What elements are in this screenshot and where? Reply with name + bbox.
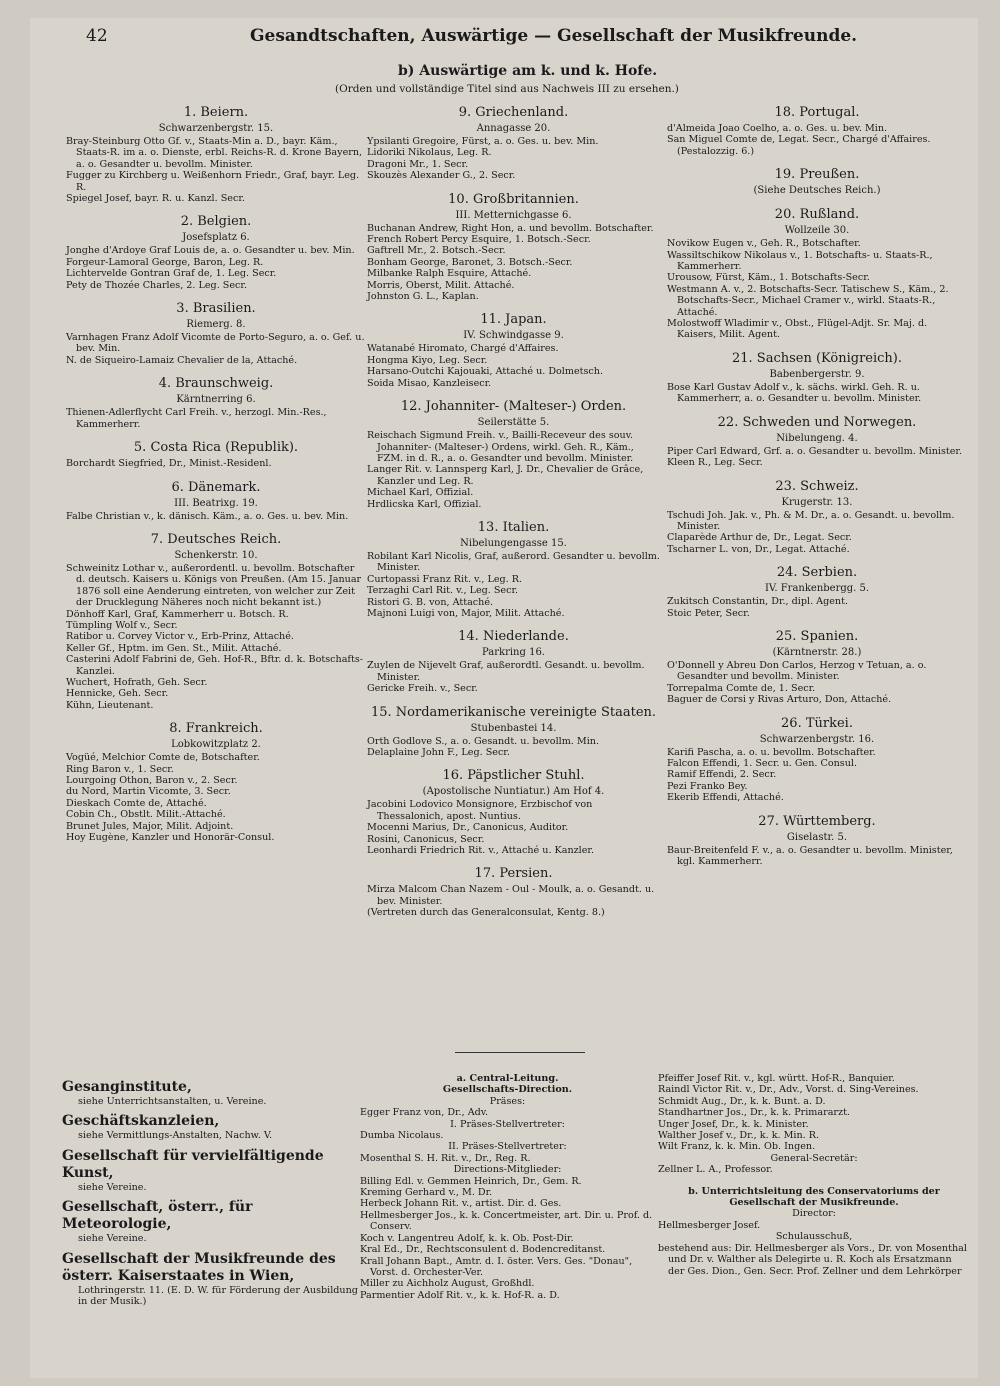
legation-section <box>667 565 967 619</box>
legation-member: Leonhardi Friedrich Rit. v., Attaché u. Kanzler. <box>367 845 595 857</box>
legation-title: 23. Schweiz. <box>775 478 859 494</box>
member-line: Schmidt Aug., Dr., k. k. Bunt. a. D. <box>658 1095 826 1107</box>
legation-address: Lobkowitzplatz 2. <box>171 739 261 751</box>
legation-member: Bray-Steinburg Otto Gf. v., Staats-Min a. D., bayr. Käm., Staats-R. im a. o. Dienste, erbl. Reichs-R. d. Krone Bayern, a. o. Gesandter u. bevollm. Minister. <box>66 136 363 170</box>
index-reference: siehe Vereine. <box>78 1181 147 1193</box>
legation-title: 5. Costa Rica (Republik). <box>133 440 299 456</box>
legation-address: IV. Frankenbergg. 5. <box>764 583 870 595</box>
bottom-right <box>658 1073 970 1277</box>
legation-member: Rosini, Canonicus, Secr. <box>367 833 485 845</box>
section-subtitle: b) Auswärtige am k. und k. Hofe. <box>398 63 658 79</box>
member-line: Egger Franz von, Dr., Adv. <box>360 1107 489 1119</box>
legation-member: Torrepalma Comte de, 1. Secr. <box>667 682 816 694</box>
legation-address: (Apostolische Nuntiatur.) Am Hof 4. <box>422 786 605 798</box>
legation-member: Majnoni Luigi von, Major, Milit. Attaché. <box>367 607 565 619</box>
page-number: 42 <box>86 26 108 46</box>
index-reference: siehe Unterrichtsanstalten, u. Vereine. <box>78 1096 267 1107</box>
legation-member: Pezi Franko Bey. <box>667 780 748 792</box>
section-b: b. Unterrichtsleitung des Conservatoriums der Gesellschaft der Musikfreunde. <box>688 1185 940 1209</box>
legation-member: Thienen-Adlerflycht Carl Freih. v., herzogl. Min.-Res., Kammerherr. <box>66 407 327 430</box>
legation-member: du Nord, Martin Vicomte, 3. Secr. <box>66 786 231 798</box>
legation-section <box>367 520 660 619</box>
legation-member: Ristori G. B. von, Attaché. <box>367 596 494 608</box>
legation-title: 25. Spanien. <box>775 628 859 644</box>
legation-section <box>667 207 967 341</box>
legation-member: Lidoriki Nikolaus, Leg. R. <box>367 147 492 159</box>
legation-member: Zuylen de Nijevelt Graf, außerordtl. Gesandt. u. bevollm. Minister. <box>367 660 645 683</box>
legation-section <box>367 399 660 510</box>
legation-address: Babenbergerstr. 9. <box>769 368 865 380</box>
legation-member: Hrdlicska Karl, Offizial. <box>367 498 482 510</box>
legation-member: Dönhoff Karl, Graf, Kammerherr u. Botsch. R. <box>66 608 289 620</box>
legation-address: Annagasse 20. <box>476 123 551 134</box>
legation-member: Schweinitz Lothar v., außerordentl. u. bevollm. Botschafter d. deutsch. Kaisers u. Königs von Preußen. (Am 15. Januar 1876 soll eine Aenderung eintreten, von welcher zur Zeit der Drucklegung Näheres noch nicht bekannt ist.) <box>66 562 362 609</box>
legation-address: Nibelungeng. 4. <box>776 432 858 444</box>
legation-address: Parkring 16. <box>482 647 545 659</box>
member-line: Walther Josef v., Dr., k. k. Min. R. <box>658 1130 820 1142</box>
legation-member: Curtopassi Franz Rit. v., Leg. R. <box>367 573 523 585</box>
legation-member: Ypsilanti Gregoire, Fürst, a. o. Ges. u. bev. Min. <box>367 136 599 147</box>
member-line: Miller zu Aichholz August, Großhdl. <box>360 1278 535 1290</box>
legation-member: Hoy Eugène, Kanzler und Honorär-Consul. <box>66 832 275 844</box>
legation-section <box>367 312 660 389</box>
legation-member: Westmann A. v., 2. Botschafts-Secr. Tatischew S., Käm., 2. Botschafts-Secr., Michael Cramer v., wirkl. Staats-R., Attaché. <box>667 283 949 318</box>
secretary: Zellner L. A., Professor. <box>658 1164 773 1176</box>
legation-member: Morris, Oberst, Milit. Attaché. <box>367 279 515 291</box>
legation-member: Hennicke, Geh. Secr. <box>66 688 169 700</box>
legation-member: Ramif Effendi, 2. Secr. <box>667 769 777 781</box>
legation-address: Seilerstätte 5. <box>477 417 550 429</box>
legation-address: Schwarzenbergstr. 15. <box>158 123 274 134</box>
legation-member: Robilant Karl Nicolis, Graf, außerord. Gesandter u. bevollm. Minister. <box>367 550 660 574</box>
legation-section <box>66 301 366 366</box>
legation-address: Stubenbastei 14. <box>470 722 557 734</box>
legation-member: Hongma Kiyo, Leg. Secr. <box>367 354 488 366</box>
legation-section <box>667 716 967 804</box>
column-1 <box>66 103 366 853</box>
legation-member: Falbe Christian v., k. dänisch. Käm., a. o. Ges. u. bev. Min. <box>66 510 349 522</box>
legation-member: Gericke Freih. v., Secr. <box>367 683 478 695</box>
legation-address: Giselastr. 5. <box>786 831 848 843</box>
legation-address: Josefsplatz 6. <box>182 232 250 244</box>
legation-section <box>66 532 366 711</box>
legation-member: Vogüé, Melchior Comte de, Botschafter. <box>66 752 260 764</box>
legation-member: Terzaghi Carl Rit. v., Leg. Secr. <box>367 585 519 597</box>
legation-section <box>367 192 660 303</box>
legation-title: 19. Preußen. <box>774 167 860 183</box>
legation-member: Cobin Ch., Obstlt. Milit.-Attaché. <box>66 809 226 821</box>
legation-section <box>66 105 366 204</box>
legation-member: Gaftrell Mr., 2. Botsch.-Secr. <box>367 245 506 257</box>
member-line: Kreming Gerhard v., M. Dr. <box>360 1187 493 1199</box>
member-line: Koch v. Langentreu Adolf, k. k. Ob. Post-Dir. <box>360 1232 574 1244</box>
legation-section <box>66 721 366 843</box>
legation-member: Bose Karl Gustav Adolf v., k. sächs. wirkl. Geh. R. u. Kammerherr, a. o. Gesandter u. bevollm. Minister. <box>667 381 922 405</box>
legation-member: Tschudi Joh. Jak. v., Ph. & M. Dr., a. o. Gesandt. u. bevollm. Minister. <box>667 509 955 532</box>
legation-section <box>367 866 660 918</box>
legation-member: Mocenni Marius, Dr., Canonicus, Auditor. <box>367 822 569 834</box>
legation-member: Jacobini Lodovico Monsignore, Erzbischof von Thessalonich, apost. Nuntius. <box>367 799 593 822</box>
legation-section <box>667 479 967 556</box>
index-heading: Gesanginstitute, <box>62 1079 192 1095</box>
legation-title: 9. Griechenland. <box>458 105 569 120</box>
legation-section <box>667 629 967 706</box>
legation-member: Novikow Eugen v., Geh. R., Botschafter. <box>667 238 861 250</box>
member-line: Wilt Franz, k. k. Min. Ob. Ingen. <box>658 1141 816 1153</box>
legation-member: Lourgoing Othon, Baron v., 2. Secr. <box>66 775 238 786</box>
legation-address: Nibelungengasse 15. <box>460 537 567 549</box>
legation-section <box>367 705 660 759</box>
legation-member: Bonham George, Baronet, 3. Botsch.-Secr. <box>367 256 573 268</box>
member-line: Herbeck Johann Rit. v., artist. Dir. d. Ges. <box>360 1198 562 1210</box>
legation-title: 17. Persien. <box>474 866 553 882</box>
legation-member: Jonghe d'Ardoye Graf Louis de, a. o. Gesandter u. bev. Min. <box>66 245 355 257</box>
legation-member: (Vertreten durch das Generalconsulat, Kentg. 8.) <box>367 907 605 919</box>
legation-title: 11. Japan. <box>480 312 547 328</box>
legation-member: San Miguel Comte de, Legat. Secr., Chargé d'Affaires. (Pestalozzig. 6.) <box>667 134 931 157</box>
legation-member: Forgeur-Lamoral George, Baron, Leg. R. <box>66 256 264 268</box>
legation-member: Baur-Breitenfeld F. v., a. o. Gesandter u. bevollm. Minister, kgl. Kammerherr. <box>667 844 953 867</box>
legation-address: Schwarzenbergstr. 16. <box>759 733 875 745</box>
legation-member: Skouzès Alexander G., 2. Secr. <box>367 170 516 182</box>
page-header: Gesandtschaften, Auswärtige — Gesellschaft der Musikfreunde. <box>250 26 858 46</box>
role-heading: I. Präses-Stellvertreter: <box>450 1118 565 1130</box>
legation-title: 10. Großbritannien. <box>448 191 579 207</box>
legation-section <box>367 105 660 182</box>
legation-member: O'Donnell y Abreu Don Carlos, Herzog v Tetuan, a. o. Gesandter und bevollm. Minister. <box>667 659 927 683</box>
legation-member: Molostwoff Wladimir v., Obst., Flügel-Adjt. Sr. Maj. d. Kaisers, Milit. Agent. <box>667 318 928 341</box>
legation-address: III. Beatrixg. 19. <box>174 497 258 509</box>
bottom-middle <box>360 1073 655 1301</box>
right-lines <box>658 1073 970 1153</box>
legation-member: Ekerib Effendi, Attaché. <box>667 792 784 804</box>
legation-member: Borchardt Siegfried, Dr., Minist.-Residenl. <box>66 458 272 470</box>
legation-title: 22. Schweden und Norwegen. <box>717 414 917 430</box>
member-line: Raindl Victor Rit. v., Dr., Adv., Vorst. d. Sing-Vereines. <box>658 1084 919 1096</box>
legation-member: Brunet Jules, Major, Milit. Adjoint. <box>66 820 234 832</box>
legation-address: Wollzeile 30. <box>784 225 850 237</box>
member-line: Billing Edl. v. Gemmen Heinrich, Dr., Gem. R. <box>360 1175 582 1187</box>
legation-member: Urousow, Fürst, Käm., 1. Botschafts-Secr. <box>667 272 870 284</box>
legation-member: Casterini Adolf Fabrini de, Geh. Hof-R., Bftr. d. k. Botschafts-Kanzlei. <box>66 654 363 677</box>
secretary-title: General-Secretär: <box>770 1152 858 1164</box>
column-2 <box>367 103 660 929</box>
index-heading: Gesellschaft der Musikfreunde des österr. Kaiserstaates in Wien, <box>62 1250 336 1284</box>
central-subtitle: Gesellschafts-Direction. <box>442 1084 573 1096</box>
legation-member: Karifi Pascha, a. o. u. bevollm. Botschafter. <box>667 746 876 758</box>
legation-member: Dieskach Comte de, Attaché. <box>66 797 207 809</box>
legation-member: Langer Rit. v. Lannsperg Karl, J. Dr., Chevalier de Grâce, Kanzler und Leg. R. <box>367 464 644 487</box>
index-reference: siehe Vermittlungs-Anstalten, Nachw. V. <box>78 1130 273 1142</box>
role-heading: Präses: <box>489 1095 526 1107</box>
legation-member: Zukitsch Constantin, Dr., dipl. Agent. <box>667 596 849 608</box>
legation-member: French Robert Percy Esquire, 1. Botsch.-Secr. <box>367 234 591 246</box>
legation-section <box>667 814 967 868</box>
director-title: Director: <box>792 1208 836 1220</box>
legation-section <box>66 480 366 522</box>
member-line: Standhartner Jos., Dr., k. k. Primararzt. <box>658 1107 850 1119</box>
legation-title: 24. Serbien. <box>776 565 858 581</box>
legation-address: III. Metternichgasse 6. <box>455 209 572 221</box>
legation-address: Riemerg. 8. <box>186 319 246 331</box>
section-note: (Orden und vollständige Titel sind aus Nachweis III zu ersehen.) <box>335 83 679 95</box>
member-line: Parmentier Adolf Rit. v., k. k. Hof-R. a. D. <box>360 1289 560 1301</box>
index-reference: siehe Vereine. <box>78 1233 147 1245</box>
legation-title: 21. Sachsen (Königreich). <box>731 350 903 366</box>
legation-member: Harsano-Outchi Kajouaki, Attaché u. Dolmetsch. <box>367 366 604 378</box>
role-heading: Directions-Mitglieder: <box>453 1164 562 1176</box>
role-heading: II. Präses-Stellvertreter: <box>448 1141 567 1153</box>
legation-title: 4. Braunschweig. <box>158 376 274 392</box>
legation-title: 20. Rußland. <box>774 207 860 223</box>
legation-member: Mirza Malcom Chan Nazem - Oul - Moulk, a. o. Gesandt. u. bev. Minister. <box>367 884 655 907</box>
legation-member: Piper Carl Edward, Grf. a. o. Gesandter u. bevollm. Minister. <box>667 445 963 457</box>
legation-title: 15. Nordamerikanische vereinigte Staaten. <box>370 704 657 720</box>
legation-member: Pety de Thozée Charles, 2. Leg. Secr. <box>66 279 247 291</box>
legation-member: Kleen R., Leg. Secr. <box>667 457 763 469</box>
legation-section <box>667 105 967 157</box>
legation-section <box>667 167 967 197</box>
legation-title: 2. Belgien. <box>180 214 252 230</box>
index-heading: Geschäftskanzleien, <box>62 1113 220 1130</box>
committee-title: Schulausschuß, <box>775 1231 853 1243</box>
legation-address: Krugerstr. 13. <box>781 496 853 508</box>
legation-member: d'Almeida Joao Coelho, a. o. Ges. u. bev. Min. <box>667 123 888 134</box>
legation-section <box>667 351 967 405</box>
member-line: Krall Johann Bapt., Amtr. d. I. öster. Vers. Ges. "Donau", Vorst. d. Orchester-Ver. <box>360 1255 633 1278</box>
legation-title: 12. Johanniter- (Malteser-) Orden. <box>400 399 627 415</box>
legation-title: 27. Württemberg. <box>758 813 876 829</box>
legation-member: Delaplaine John F., Leg. Secr. <box>367 747 510 758</box>
legation-member: Keller Gf., Hptm. im Gen. St., Milit. Attaché. <box>66 642 282 654</box>
legation-member: Fugger zu Kirchberg u. Weißenhorn Friedr., Graf, bayr. Leg. R. <box>66 170 360 193</box>
legation-member: Soida Misao, Kanzleisecr. <box>367 377 492 389</box>
legation-member: Falcon Effendi, 1. Secr. u. Gen. Consul. <box>667 757 858 769</box>
member-line: Dumba Nicolaus. <box>360 1130 444 1142</box>
legation-member: Ratibor u. Corvey Victor v., Erb-Prinz, Attaché. <box>66 631 294 643</box>
legation-member: Orth Godlove S., a. o. Gesandt. u. bevollm. Min. <box>367 735 600 747</box>
legation-title: 14. Niederlande. <box>458 629 569 645</box>
legation-title: 8. Frankreich. <box>169 721 263 737</box>
legation-title: 16. Päpstlicher Stuhl. <box>442 768 585 784</box>
member-line: Unger Josef, Dr., k. k. Minister. <box>658 1118 809 1130</box>
central-lines <box>360 1096 655 1301</box>
member-line: Hellmesberger Jos., k. k. Concertmeister, art. Dir. u. Prof. d. Conserv. <box>360 1209 653 1233</box>
legation-member: Varnhagen Franz Adolf Vicomte de Porto-Seguro, a. o. Gef. u. bev. Min. <box>66 332 365 355</box>
legation-member: Ring Baron v., 1. Secr. <box>66 763 174 775</box>
legation-member: Kühn, Lieutenant. <box>66 699 154 711</box>
central-title: a. Central-Leitung. <box>456 1073 559 1084</box>
member-line: Mosenthal S. H. Rit. v., Dr., Reg. R. <box>360 1152 531 1164</box>
legation-section <box>367 768 660 856</box>
legation-title: 3. Brasilien. <box>176 301 256 317</box>
legation-member: Tümpling Wolf v., Secr. <box>66 619 178 631</box>
legation-member: Reischach Sigmund Freih. v., Bailli-Receveur des souv. Johanniter- (Malteser-) Ordens, wirkl. Geh. R., Käm., FZM. in d. R., a. o. Gesandter und bevollm. Minister. <box>367 430 634 464</box>
legation-section <box>66 376 366 430</box>
bottom-left-index <box>62 1073 362 1311</box>
member-line: Kral Ed., Dr., Rechtsconsulent d. Bodencreditanst. <box>360 1244 606 1256</box>
column-3 <box>667 103 967 877</box>
legation-title: 18. Portugal. <box>774 105 860 120</box>
legation-title: 6. Dänemark. <box>171 479 261 495</box>
legation-member: N. de Siqueiro-Lamaiz Chevalier de la, Attaché. <box>66 354 298 366</box>
legation-title: 1. Beiern. <box>183 105 249 120</box>
legation-address: (Kärntnerstr. 28.) <box>772 646 862 658</box>
legation-member: Claparède Arthur de, Dr., Legat. Secr. <box>667 532 852 544</box>
director: Hellmesberger Josef. <box>658 1219 761 1231</box>
legation-section <box>66 214 366 291</box>
legation-member: Wassiltschikow Nikolaus v., 1. Botschafts- u. Staats-R., Kammerherr. <box>667 249 933 273</box>
legation-member: Spiegel Josef, bayr. R. u. Kanzl. Secr. <box>66 193 245 205</box>
legation-section <box>367 629 660 694</box>
legation-member: Milbanke Ralph Esquire, Attaché. <box>367 268 532 280</box>
index-heading: Gesellschaft, österr., für Meteorologie, <box>62 1199 253 1233</box>
index-heading: Gesellschaft für vervielfältigende Kunst, <box>62 1147 324 1181</box>
member-line: Pfeiffer Josef Rit. v., kgl. württ. Hof-R., Banquier. <box>658 1073 895 1084</box>
legation-member: Buchanan Andrew, Right Hon, a. und bevollm. Botschafter. <box>367 222 654 234</box>
legation-section <box>66 440 366 469</box>
legation-member: Dragoni Mr., 1. Secr. <box>367 158 469 170</box>
divider <box>455 1052 585 1053</box>
legation-member: Wuchert, Hofrath, Geh. Secr. <box>66 676 208 688</box>
legation-member: Baguer de Corsi y Rivas Arturo, Don, Attaché. <box>667 694 892 706</box>
legation-member: Stoic Peter, Secr. <box>667 607 750 619</box>
legation-title: 7. Deutsches Reich. <box>150 531 282 547</box>
index-reference: Lothringerstr. 11. (E. D. W. für Förderung der Ausbildung in der Musik.) <box>78 1284 358 1308</box>
legation-address: Schenkerstr. 10. <box>174 549 258 561</box>
committee: bestehend aus: Dir. Hellmesberger als Vors., Dr. von Mosenthal und Dr. v. Walther als Delegirte u. R. Koch als Ersatzmann der Ges. Dion., Gen. Secr. Prof. Zellner und dem Lehrkörper <box>658 1242 967 1277</box>
legation-address: (Siehe Deutsches Reich.) <box>753 185 881 197</box>
legation-section <box>667 415 967 469</box>
legation-member: Lichtervelde Gontran Graf de, 1. Leg. Secr. <box>66 268 277 280</box>
legation-member: Johnston G. L., Kaplan. <box>367 291 479 303</box>
legation-member: Michael Karl, Offizial. <box>367 487 474 499</box>
legation-title: 26. Türkei. <box>781 715 853 731</box>
legation-member: Tscharner L. von, Dr., Legat. Attaché. <box>667 543 850 555</box>
legation-title: 13. Italien. <box>477 519 550 535</box>
legation-address: Kärntnerring 6. <box>176 394 256 406</box>
legation-address: IV. Schwindgasse 9. <box>463 330 564 342</box>
legation-member: Watanabé Hiromato, Chargé d'Affaires. <box>367 343 559 355</box>
